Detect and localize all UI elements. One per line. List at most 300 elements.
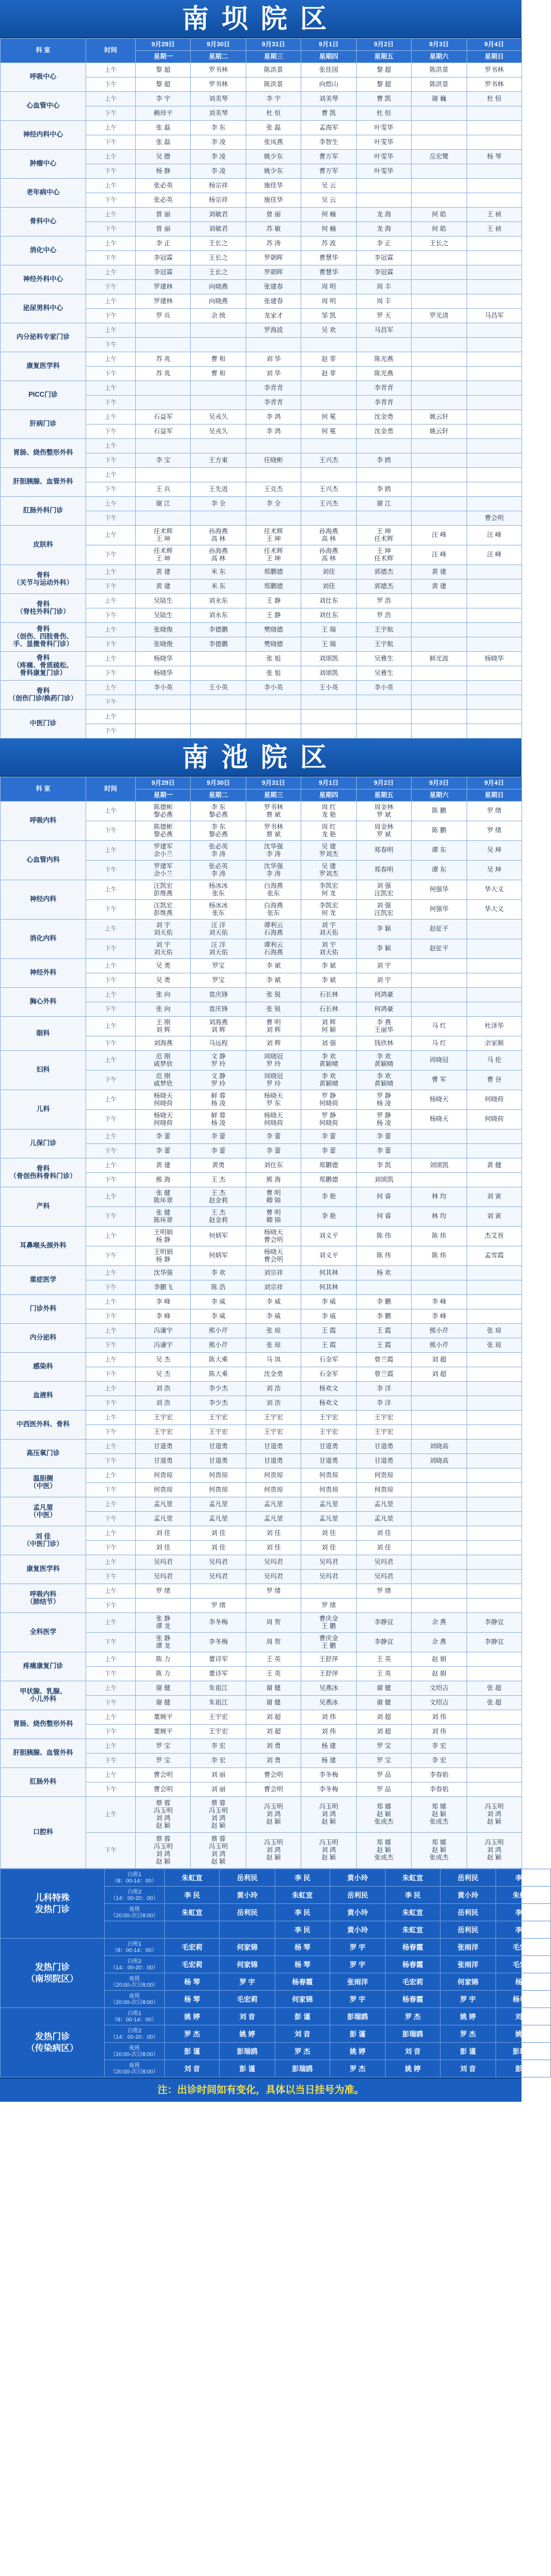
doctor-cell: 甘道勇	[246, 1440, 301, 1454]
period-header: 时间	[86, 777, 136, 802]
duty-doctor: 朱虹宣	[165, 1869, 220, 1887]
doctor-cell: 王 祯	[467, 208, 522, 222]
doctor-cell: 刘 辉	[246, 1036, 301, 1051]
doctor-cell: 罗 绪	[246, 1584, 301, 1599]
doctor-cell	[467, 1512, 522, 1526]
doctor-cell: 何贵琼	[136, 1483, 191, 1497]
doctor-cell	[467, 1710, 522, 1725]
doctor-cell: 曹会明	[136, 1782, 191, 1797]
duty-doctor: 姚 婷	[330, 2043, 385, 2060]
doctor-cell: 曹庆金 王 鹏	[301, 1613, 356, 1633]
doctor-cell: 何 睿	[356, 1207, 411, 1227]
doctor-cell: 周 明	[301, 280, 356, 294]
doctor-cell	[136, 338, 191, 352]
table-row	[1, 1187, 522, 1207]
doctor-cell: 张 琼	[467, 1338, 522, 1353]
doctor-cell	[467, 294, 522, 309]
doctor-cell: 张佳国	[301, 63, 356, 77]
doctor-cell: 郑鹏德	[246, 580, 301, 594]
doctor-cell: 赵征平	[412, 920, 467, 939]
branch-title-banner: 南坝院区	[0, 0, 522, 38]
doctor-cell: 李 欢 黄颖晴	[356, 1051, 411, 1071]
doctor-cell: 周金林 罗 斌	[356, 802, 411, 821]
period-cell: 上午	[86, 323, 136, 338]
doctor-cell: 刘佳	[301, 565, 356, 580]
doctor-cell: 张晓俊	[136, 623, 191, 637]
doctor-cell: 吴玛君	[246, 1555, 301, 1570]
doctor-cell: 汪凯宏 彭维燕	[136, 900, 191, 920]
dept-name: 胸心外科	[1, 988, 86, 1017]
doctor-cell	[301, 511, 356, 526]
doctor-cell: 王长之	[412, 237, 467, 251]
doctor-cell: 王宇宏	[191, 1425, 246, 1440]
doctor-cell: 张晓俊	[136, 637, 191, 652]
dept-name: 呼吸中心	[1, 63, 86, 92]
doctor-cell: 甘道勇	[191, 1440, 246, 1454]
period-cell: 下午	[86, 193, 136, 208]
doctor-cell	[467, 179, 522, 193]
doctor-cell	[412, 724, 467, 739]
doctor-cell: 王宇宏	[191, 1725, 246, 1739]
doctor-cell: 杨欢文	[301, 1396, 356, 1411]
doctor-cell	[467, 425, 522, 439]
dept-name: 康复医学科	[1, 352, 86, 381]
doctor-cell: 李 鸥	[356, 482, 411, 497]
doctor-cell	[467, 106, 522, 121]
date-header: 9月30日	[191, 777, 246, 789]
doctor-cell: 李冬梅	[191, 1613, 246, 1633]
doctor-cell: 郑春明	[356, 841, 411, 861]
doctor-cell: 何其林	[301, 1280, 356, 1295]
dept-name: 神经外科	[1, 959, 86, 988]
doctor-cell: 王舒萍	[301, 1667, 356, 1681]
doctor-cell: 吴玛君	[301, 1570, 356, 1584]
doctor-cell	[412, 1483, 467, 1497]
shift-time: 白班2 （14：00-20：00）	[105, 1956, 165, 1973]
doctor-cell	[467, 1173, 522, 1187]
dept-name: 呼吸内科	[1, 802, 86, 841]
doctor-cell: 罗建军 余小兰	[136, 861, 191, 880]
doctor-cell: 刘颂凯	[301, 652, 356, 666]
doctor-cell	[467, 608, 522, 623]
doctor-cell	[191, 1584, 246, 1599]
weekday-header: 星期四	[301, 51, 356, 63]
doctor-cell: 吴戎久	[191, 425, 246, 439]
branch-nanba	[0, 0, 522, 739]
doctor-cell: 张 旭	[246, 652, 301, 666]
doctor-cell: 李 东	[191, 121, 246, 135]
duty-doctor: 杨春霞	[495, 1991, 550, 2008]
doctor-cell: 吴玛君	[356, 1570, 411, 1584]
doctor-cell: 石长林	[301, 988, 356, 1002]
duty-doctor: 彭瑞鸥	[330, 2008, 385, 2025]
doctor-cell: 陈大乘	[191, 1367, 246, 1382]
table-row	[1, 1739, 522, 1754]
period-header: 时间	[86, 39, 136, 63]
doctor-cell: 石长林	[301, 1002, 356, 1017]
special-sections	[0, 1869, 534, 2077]
doctor-cell	[467, 352, 522, 367]
duty-doctor: 李 民	[495, 1869, 550, 1887]
dept-name: 疼痛康复门诊	[1, 1652, 86, 1681]
period-cell: 下午	[86, 1599, 136, 1613]
duty-doctor: 黄小玲	[330, 1869, 385, 1887]
doctor-cell: 孟凡堃	[191, 1497, 246, 1512]
doctor-cell	[412, 973, 467, 988]
doctor-cell: 冯玉明 刘 鸿 赵 颖	[246, 1797, 301, 1833]
doctor-cell: 陈 鹏	[412, 821, 467, 841]
doctor-cell	[467, 920, 522, 939]
doctor-cell: 吴戎久	[191, 410, 246, 425]
doctor-cell: 吴 建 罗刘杰	[301, 841, 356, 861]
doctor-cell: 李 蕾	[191, 1130, 246, 1144]
doctor-cell: 李 颖	[356, 920, 411, 939]
dept-name: 全科医学	[1, 1613, 86, 1652]
doctor-cell	[412, 608, 467, 623]
doctor-cell: 何贵琼	[191, 1468, 246, 1483]
doctor-cell: 李 威	[301, 1295, 356, 1309]
doctor-cell: 刘 浩	[246, 1382, 301, 1396]
doctor-cell	[467, 396, 522, 410]
duty-doctor: 刘 音	[165, 2060, 220, 2077]
duty-doctor: 杨春霞	[385, 1956, 440, 1973]
doctor-cell: 李智生	[301, 135, 356, 150]
weekday-header: 星期五	[356, 51, 411, 63]
dept-name: 呼吸内科 （肺结节）	[1, 1584, 86, 1613]
duty-doctor: 岳利民	[441, 1921, 495, 1939]
doctor-cell: 曹 和	[191, 367, 246, 381]
period-cell: 上午	[86, 63, 136, 77]
doctor-cell: 李 凌	[191, 164, 246, 179]
doctor-cell: 孟海军	[301, 121, 356, 135]
doctor-cell: 刘 佳	[246, 1541, 301, 1555]
doctor-cell: 曹 凯	[356, 92, 411, 106]
doctor-cell: 甘道勇	[356, 1454, 411, 1468]
doctor-cell: 罗 静 杨 凌	[356, 1090, 411, 1110]
doctor-cell	[412, 1584, 467, 1599]
doctor-cell: 李 正	[356, 237, 411, 251]
doctor-cell: 曹会明	[246, 1782, 301, 1797]
doctor-cell: 赵 菲	[301, 367, 356, 381]
doctor-cell	[467, 973, 522, 988]
doctor-cell: 李 欢 黄颖晴	[301, 1051, 356, 1071]
doctor-cell: 姚少东	[246, 164, 301, 179]
duty-doctor: 刘 音	[385, 2043, 440, 2060]
doctor-cell: 谢 健	[356, 1696, 411, 1710]
duty-doctor: 罗 杰	[165, 2025, 220, 2043]
doctor-cell	[356, 468, 411, 482]
doctor-cell	[191, 381, 246, 396]
doctor-cell: 李 鹏	[356, 1295, 411, 1309]
doctor-cell	[301, 695, 356, 710]
doctor-cell: 袁庆锋	[191, 1002, 246, 1017]
table-row	[1, 150, 522, 164]
doctor-cell: 刘 超	[412, 1367, 467, 1382]
doctor-cell	[467, 1280, 522, 1295]
doctor-cell: 刘海燕	[136, 1036, 191, 1051]
doctor-cell: 曹 谷	[467, 1071, 522, 1090]
doctor-cell	[467, 1782, 522, 1797]
period-cell: 下午	[86, 1071, 136, 1090]
duty-doctor: 朱虹宣	[165, 1904, 220, 1921]
doctor-cell: 郑 娜 赵 颖 张成杰	[356, 1833, 411, 1869]
doctor-cell	[136, 710, 191, 724]
shift-time: 白班1 （8：00-14：00）	[105, 1869, 165, 1887]
doctor-cell: 刘 宇 刘天佑	[301, 920, 356, 939]
doctor-cell: 吴陆生	[136, 594, 191, 608]
doctor-cell: 黄 建	[412, 565, 467, 580]
doctor-cell: 曹 和	[191, 352, 246, 367]
doctor-cell: 杨 欢	[356, 1266, 411, 1280]
table-row	[1, 92, 522, 106]
period-cell: 上午	[86, 1295, 136, 1309]
doctor-cell: 汪 峰	[467, 545, 522, 565]
doctor-cell: 任术辉 王 坤	[136, 545, 191, 565]
doctor-cell: 马 红	[412, 1017, 467, 1036]
duty-doctor: 彭 谨	[220, 2060, 275, 2077]
doctor-cell: 王宇宏	[136, 1411, 191, 1425]
doctor-cell	[467, 482, 522, 497]
doctor-cell	[467, 988, 522, 1002]
period-cell: 下午	[86, 939, 136, 959]
period-cell: 下午	[86, 425, 136, 439]
doctor-cell: 范 刚 戚梦欣	[136, 1051, 191, 1071]
doctor-cell: 罗 品	[356, 1768, 411, 1782]
doctor-cell	[467, 1725, 522, 1739]
period-cell: 上午	[86, 468, 136, 482]
duty-doctor: 彭瑞鸥	[275, 2060, 330, 2077]
doctor-cell	[412, 666, 467, 681]
dept-name: 心血管中心	[1, 92, 86, 121]
doctor-cell	[412, 323, 467, 338]
period-cell: 下午	[86, 545, 136, 565]
doctor-cell	[467, 1526, 522, 1541]
table-row	[1, 802, 522, 821]
doctor-cell: 刘仕东	[301, 608, 356, 623]
period-cell: 下午	[86, 77, 136, 92]
doctor-cell: 杨欢文	[301, 1382, 356, 1396]
doctor-cell	[467, 1652, 522, 1667]
doctor-cell: 冯玉明 刘 鸿 赵 颖	[301, 1797, 356, 1833]
doctor-cell: 熊 海	[246, 1173, 301, 1187]
doctor-cell: 黎 超	[356, 63, 411, 77]
date-header: 9月2日	[356, 39, 411, 51]
weekday-header: 星期六	[412, 789, 467, 802]
doctor-cell: 刘 佳	[136, 1526, 191, 1541]
doctor-cell: 张 锐	[246, 1002, 301, 1017]
doctor-cell: 刘永东	[191, 594, 246, 608]
doctor-cell	[467, 939, 522, 959]
doctor-cell: 姚云轩	[412, 410, 467, 425]
doctor-cell: 李 颖	[356, 939, 411, 959]
doctor-cell: 李少杰	[191, 1396, 246, 1411]
duty-doctor: 黄小玲	[220, 1887, 275, 1904]
doctor-cell: 吴 建 罗刘杰	[301, 861, 356, 880]
doctor-cell: 黄 建	[136, 580, 191, 594]
doctor-cell: 曾兰霞	[356, 1367, 411, 1382]
doctor-cell: 杨晓天 曹会明	[246, 1246, 301, 1266]
doctor-cell: 汪 峰	[412, 526, 467, 545]
doctor-cell	[301, 724, 356, 739]
doctor-cell	[467, 453, 522, 468]
doctor-cell: 郑 娜 赵 颖 张成杰	[356, 1797, 411, 1833]
doctor-cell: 李 洋	[356, 1382, 411, 1396]
duty-doctor: 姚 婷	[385, 2060, 440, 2077]
doctor-cell: 文绍吉	[412, 1681, 467, 1696]
duty-doctor: 张雨洋	[441, 1939, 495, 1956]
period-cell: 下午	[86, 973, 136, 988]
duty-doctor: 毛宏莉	[495, 1956, 550, 1973]
doctor-cell: 李少杰	[191, 1382, 246, 1396]
doctor-cell: 郑鹏德	[301, 1158, 356, 1173]
doctor-cell: 罗 绪	[356, 1584, 411, 1599]
doctor-cell: 何贵琼	[246, 1483, 301, 1497]
doctor-cell	[467, 1555, 522, 1570]
table-row	[1, 623, 522, 637]
doctor-cell: 蔡 蓉 冯玉明 刘 鸿 赵 颖	[191, 1797, 246, 1833]
doctor-cell: 陈德彬 黎必燕	[136, 821, 191, 841]
doctor-cell: 杰艾晋	[467, 1227, 522, 1246]
doctor-cell	[136, 468, 191, 482]
doctor-cell: 王克杰	[246, 482, 301, 497]
shift-time: 白班2 （14：00-20：00）	[105, 1887, 165, 1904]
period-cell: 下午	[86, 106, 136, 121]
period-cell: 上午	[86, 594, 136, 608]
dept-name: 妇科	[1, 1051, 86, 1090]
special-row	[1, 1869, 551, 1887]
duty-doctor: 杨 琴	[275, 1956, 330, 1973]
doctor-cell: 王 杰	[191, 1173, 246, 1187]
shift-time: 夜班 （20:00-次日8:00）	[105, 2060, 165, 2077]
doctor-cell: 何贵琼	[246, 1468, 301, 1483]
dept-name: 内分泌科专家门诊	[1, 323, 86, 352]
doctor-cell: 何贵琼	[356, 1468, 411, 1483]
doctor-cell: 甘道勇	[136, 1440, 191, 1454]
doctor-cell: 刘 浩	[136, 1382, 191, 1396]
doctor-cell: 刘海燕 刘 辉	[191, 1017, 246, 1036]
doctor-cell	[467, 251, 522, 265]
doctor-cell: 李 宏	[191, 1739, 246, 1754]
doctor-cell: 曾 丽	[136, 222, 191, 237]
doctor-cell: 周晓冠 罗 玲	[246, 1051, 301, 1071]
doctor-cell: 石益军	[136, 425, 191, 439]
period-cell: 上午	[86, 920, 136, 939]
doctor-cell: 郑鹏德	[301, 1173, 356, 1187]
doctor-cell: 杨晓华	[136, 666, 191, 681]
doctor-cell: 孙海燕 高 林	[301, 545, 356, 565]
duty-doctor: 朱虹宣	[385, 1921, 440, 1939]
period-cell: 上午	[86, 439, 136, 453]
date-header: 9月4日	[467, 39, 522, 51]
doctor-cell: 杨冰冰 张东	[191, 900, 246, 920]
dept-name: 耳鼻喉头颈外科	[1, 1227, 86, 1266]
doctor-cell: 任术辉 王 坤	[246, 545, 301, 565]
duty-doctor: 罗 宇	[330, 1991, 385, 2008]
doctor-cell: 何晓荷	[467, 1090, 522, 1110]
doctor-cell: 王 刚 刘 辉	[136, 1017, 191, 1036]
doctor-cell	[191, 652, 246, 666]
table-row	[1, 208, 522, 222]
doctor-cell: 李小英	[136, 681, 191, 695]
period-cell: 下午	[86, 861, 136, 880]
doctor-cell: 李 威	[301, 1309, 356, 1324]
period-cell: 上午	[86, 1613, 136, 1633]
doctor-cell: 邹 凯	[301, 309, 356, 323]
doctor-cell: 鲜 蓉 杨 凌	[191, 1110, 246, 1130]
doctor-cell	[467, 565, 522, 580]
doctor-cell: 赵征平	[412, 939, 467, 959]
doctor-cell	[412, 1396, 467, 1411]
dept-name: 神经内科中心	[1, 121, 86, 150]
doctor-cell: 孟凡堃	[301, 1497, 356, 1512]
doctor-cell: 罗 静 何晓荷	[301, 1110, 356, 1130]
doctor-cell: 朱祖江	[191, 1681, 246, 1696]
doctor-cell	[301, 1584, 356, 1599]
doctor-cell: 罗书林	[191, 77, 246, 92]
dept-name: 眼科	[1, 1017, 86, 1051]
doctor-cell: 谭 东	[412, 841, 467, 861]
period-cell: 下午	[86, 1425, 136, 1440]
duty-doctor: 杨 琴	[275, 1939, 330, 1956]
doctor-cell: 吴 勇	[136, 959, 191, 973]
table-row	[1, 1051, 522, 1071]
doctor-cell: 米 东	[191, 565, 246, 580]
duty-doctor: 罗 杰	[275, 2043, 330, 2060]
doctor-cell: 刘颂凯	[412, 1158, 467, 1173]
doctor-cell: 叶雯华	[356, 121, 411, 135]
doctor-cell: 李 全	[191, 497, 246, 511]
date-header: 9月1日	[301, 39, 356, 51]
duty-doctor	[220, 1921, 275, 1939]
doctor-cell: 沈华强 李 涛	[246, 841, 301, 861]
doctor-cell	[356, 1280, 411, 1295]
doctor-cell: 赵 娟	[412, 1667, 467, 1681]
doctor-cell	[467, 1266, 522, 1280]
doctor-cell: 黄 健	[467, 1158, 522, 1173]
doctor-cell: 王宇航	[356, 637, 411, 652]
duty-doctor: 朱虹宣	[385, 1904, 440, 1921]
doctor-cell: 张 旭	[246, 666, 301, 681]
doctor-cell: 范 刚 戚梦欣	[136, 1071, 191, 1090]
doctor-cell: 孟凡堃	[191, 1512, 246, 1526]
doctor-cell: 罗建林	[136, 280, 191, 294]
doctor-cell: 龙家才	[246, 309, 301, 323]
doctor-cell: 王长之	[191, 265, 246, 280]
doctor-cell: 黎 超	[356, 77, 411, 92]
dept-name: 门诊外科	[1, 1295, 86, 1324]
doctor-cell: 朱祖江	[191, 1696, 246, 1710]
dept-name: 血液科	[1, 1382, 86, 1411]
table-row	[1, 988, 522, 1002]
period-cell: 上午	[86, 1497, 136, 1512]
doctor-cell: 何鸿豪	[356, 1002, 411, 1017]
date-header: 9月31日	[246, 39, 301, 51]
duty-doctor: 罗 杰	[385, 2008, 440, 2025]
doctor-cell: 曹 凯	[301, 106, 356, 121]
doctor-cell	[412, 294, 467, 309]
dept-name: PICC门诊	[1, 381, 86, 410]
doctor-cell	[467, 1754, 522, 1768]
period-cell: 下午	[86, 511, 136, 526]
doctor-cell: 刘 佳	[191, 1541, 246, 1555]
doctor-cell: 谭利云 石海燕	[246, 920, 301, 939]
doctor-cell	[246, 468, 301, 482]
period-cell: 下午	[86, 222, 136, 237]
doctor-cell: 吴 坤	[467, 861, 522, 880]
dept-name: 产科	[1, 1187, 86, 1227]
doctor-cell	[246, 439, 301, 453]
doctor-cell: 吴雅生	[356, 666, 411, 681]
